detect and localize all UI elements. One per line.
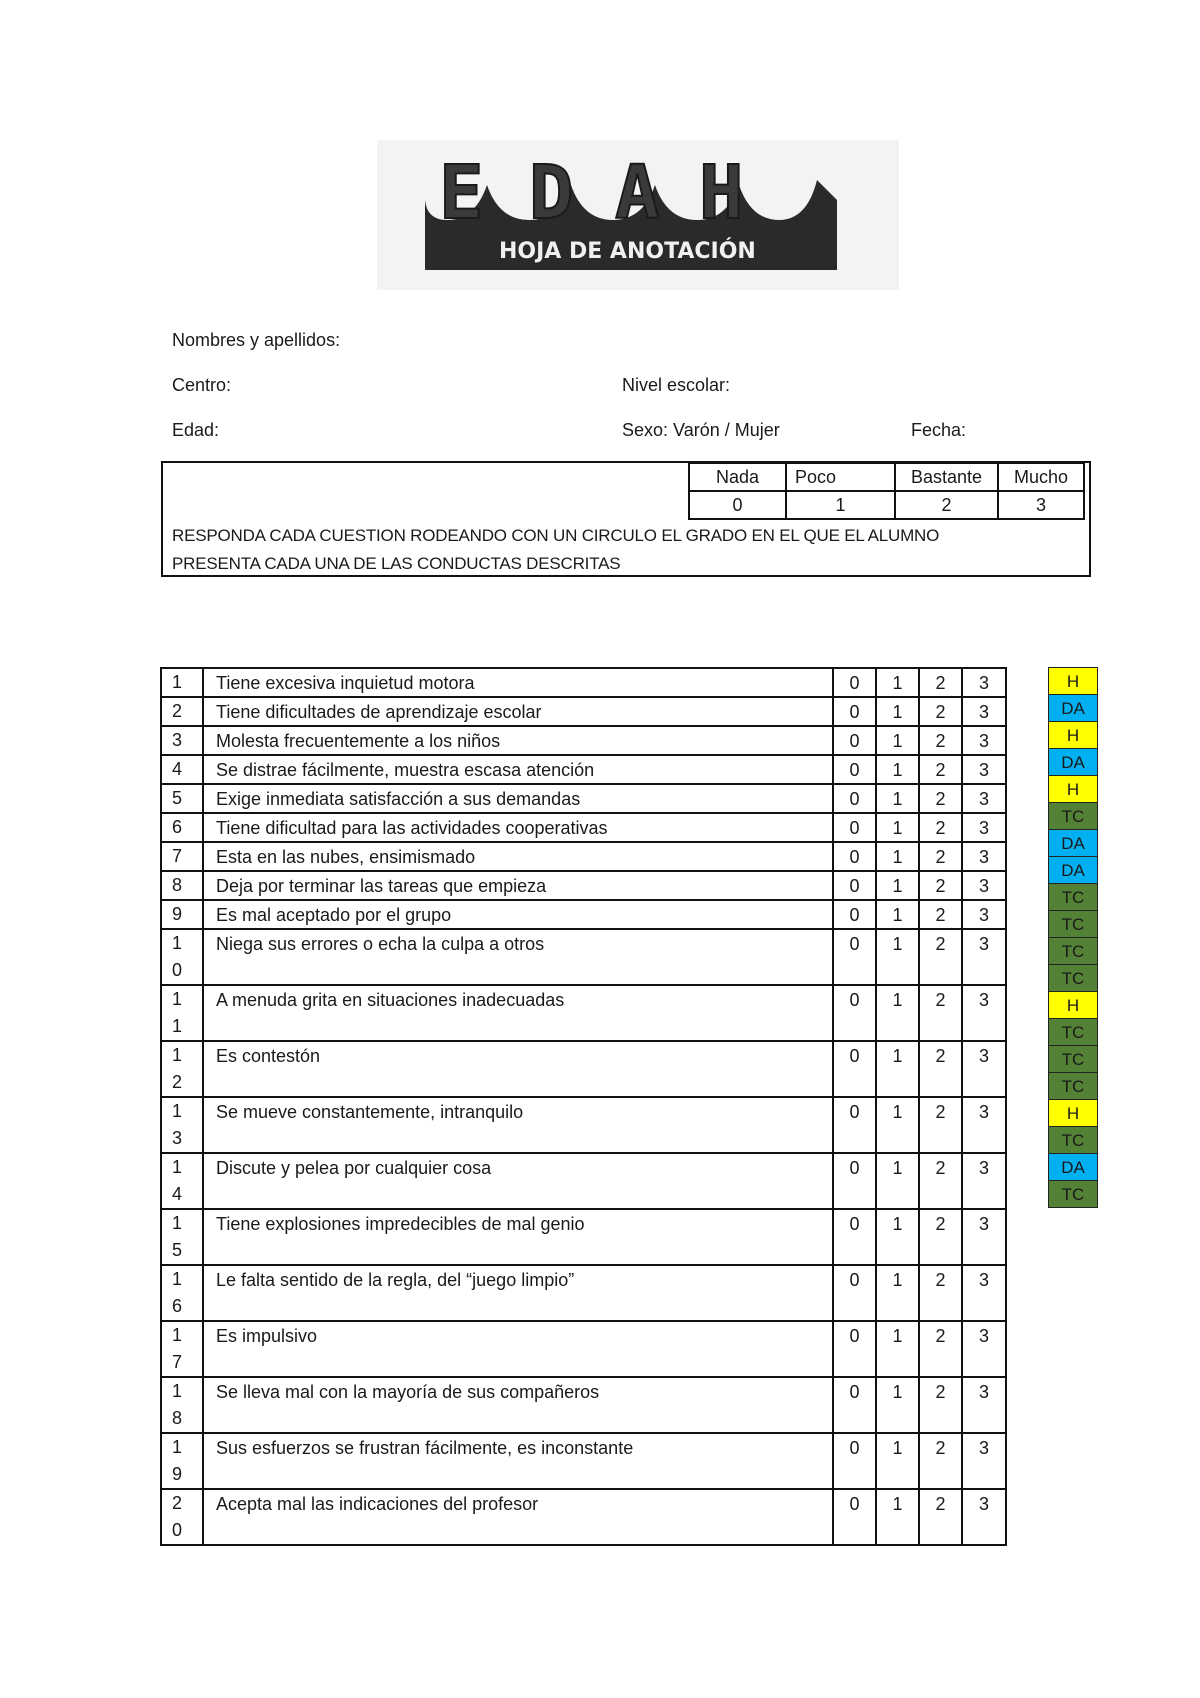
item-number: [161, 900, 203, 929]
rating-option-2[interactable]: 2: [919, 1041, 962, 1097]
table-row: [161, 784, 1006, 813]
category-code: TC: [1048, 802, 1098, 830]
rating-option-1[interactable]: 1: [876, 900, 919, 929]
item-number-digit: 0: [172, 1520, 183, 1540]
rating-option-1[interactable]: 1: [876, 1377, 919, 1433]
center-field-label: Centro:: [172, 375, 232, 395]
rating-option-2[interactable]: 2: [919, 985, 962, 1041]
rating-option-1[interactable]: 1: [876, 1489, 919, 1545]
item-text: Se distrae fácilmente, muestra escasa atención: [203, 755, 833, 784]
category-code: TC: [1048, 910, 1098, 938]
item-number: [161, 784, 203, 813]
item-number-digit: 9: [172, 904, 183, 924]
table-row: [161, 871, 1006, 900]
rating-option-0[interactable]: 0: [833, 697, 876, 726]
edah-logo-graphic: [377, 140, 899, 290]
rating-option-2[interactable]: 2: [919, 1433, 962, 1489]
scale-value-3: 3: [998, 491, 1084, 519]
item-text: A menuda grita en situaciones inadecuadas: [203, 985, 833, 1041]
rating-option-2[interactable]: 2: [919, 1153, 962, 1209]
rating-option-1[interactable]: 1: [876, 668, 919, 697]
rating-option-1[interactable]: 1: [876, 1153, 919, 1209]
level-field-label: Nivel escolar:: [622, 375, 731, 395]
category-codes: [1048, 668, 1098, 1208]
table-row: [161, 697, 1006, 726]
item-text: Tiene dificultad para las actividades cooperativas: [203, 813, 833, 842]
item-text: Se mueve constantemente, intranquilo: [203, 1097, 833, 1153]
rating-option-2[interactable]: 2: [919, 1377, 962, 1433]
item-number-digit: 1: [172, 1381, 183, 1401]
item-number-digit: 5: [172, 1240, 183, 1260]
name-field-label: Nombres y apellidos:: [172, 330, 341, 350]
item-number: [161, 1041, 203, 1097]
rating-option-3[interactable]: 3: [962, 929, 1006, 985]
item-number-digit: 7: [172, 1352, 183, 1372]
table-row: [161, 1433, 1006, 1489]
scale-label-mucho: Mucho: [998, 463, 1084, 491]
rating-option-2[interactable]: 2: [919, 929, 962, 985]
sex-field-label: Sexo: Varón / Mujer: [622, 420, 780, 440]
rating-option-0[interactable]: 0: [833, 1153, 876, 1209]
item-number: [161, 929, 203, 985]
item-number: [161, 1489, 203, 1545]
logo-letter-d: D: [529, 150, 574, 236]
table-row: [161, 1321, 1006, 1377]
table-row: [161, 985, 1006, 1041]
rating-option-0[interactable]: 0: [833, 985, 876, 1041]
item-number: [161, 842, 203, 871]
rating-option-2[interactable]: 2: [919, 784, 962, 813]
table-row: [161, 1489, 1006, 1545]
item-number-digit: 3: [172, 1128, 183, 1148]
table-row: [161, 842, 1006, 871]
item-text: Acepta mal las indicaciones del profesor: [203, 1489, 833, 1545]
category-code: H: [1048, 1099, 1098, 1127]
item-number-digit: 2: [172, 701, 183, 721]
scale-value-2: 2: [895, 491, 998, 519]
scale-value-1: 1: [786, 491, 895, 519]
category-code: H: [1048, 991, 1098, 1019]
table-row: [161, 929, 1006, 985]
rating-option-3[interactable]: 3: [962, 1041, 1006, 1097]
item-number: [161, 1153, 203, 1209]
rating-option-3[interactable]: 3: [962, 755, 1006, 784]
category-code: DA: [1048, 829, 1098, 857]
item-number: [161, 1097, 203, 1153]
item-number-digit: 3: [172, 730, 183, 750]
rating-option-3[interactable]: 3: [962, 697, 1006, 726]
item-number: [161, 985, 203, 1041]
table-row: [161, 1153, 1006, 1209]
rating-option-3[interactable]: 3: [962, 871, 1006, 900]
logo-letter-h: H: [699, 150, 744, 236]
scale-label-poco: Poco: [786, 463, 895, 491]
scale-label-bastante: Bastante: [895, 463, 998, 491]
rating-option-3[interactable]: 3: [962, 784, 1006, 813]
rating-option-0[interactable]: 0: [833, 1209, 876, 1265]
item-number: [161, 1209, 203, 1265]
item-text: Niega sus errores o echa la culpa a otros: [203, 929, 833, 985]
table-row: [161, 755, 1006, 784]
item-number-digit: 1: [172, 1157, 183, 1177]
rating-option-1[interactable]: 1: [876, 985, 919, 1041]
rating-option-0[interactable]: 0: [833, 784, 876, 813]
rating-option-1[interactable]: 1: [876, 1433, 919, 1489]
scale-value-0: 0: [689, 491, 786, 519]
rating-option-2[interactable]: 2: [919, 668, 962, 697]
rating-option-3[interactable]: 3: [962, 726, 1006, 755]
category-code: DA: [1048, 1153, 1098, 1181]
table-row: [161, 1097, 1006, 1153]
rating-option-3[interactable]: 3: [962, 1321, 1006, 1377]
item-number: [161, 1433, 203, 1489]
item-number-digit: 4: [172, 1184, 183, 1204]
rating-option-1[interactable]: 1: [876, 1321, 919, 1377]
rating-option-0[interactable]: 0: [833, 1489, 876, 1545]
rating-option-2[interactable]: 2: [919, 726, 962, 755]
category-code: TC: [1048, 1126, 1098, 1154]
item-number: [161, 1265, 203, 1321]
rating-option-2[interactable]: 2: [919, 1209, 962, 1265]
item-number-digit: 7: [172, 846, 183, 866]
rating-option-1[interactable]: 1: [876, 784, 919, 813]
rating-option-1[interactable]: 1: [876, 1097, 919, 1153]
rating-option-1[interactable]: 1: [876, 1209, 919, 1265]
rating-option-0[interactable]: 0: [833, 900, 876, 929]
rating-option-3[interactable]: 3: [962, 1377, 1006, 1433]
item-number: [161, 697, 203, 726]
table-row: [161, 1377, 1006, 1433]
items-table: [160, 667, 1007, 1546]
logo-letter-a: A: [615, 150, 660, 236]
item-text: Tiene dificultades de aprendizaje escolar: [203, 697, 833, 726]
rating-option-0[interactable]: 0: [833, 813, 876, 842]
rating-option-3[interactable]: 3: [962, 1265, 1006, 1321]
rating-option-1[interactable]: 1: [876, 755, 919, 784]
rating-option-2[interactable]: 2: [919, 1265, 962, 1321]
rating-option-1[interactable]: 1: [876, 813, 919, 842]
category-code: TC: [1048, 1045, 1098, 1073]
category-code: TC: [1048, 883, 1098, 911]
rating-option-0[interactable]: 0: [833, 1433, 876, 1489]
rating-option-2[interactable]: 2: [919, 1097, 962, 1153]
table-row: [161, 813, 1006, 842]
rating-option-0[interactable]: 0: [833, 929, 876, 985]
rating-option-3[interactable]: 3: [962, 1153, 1006, 1209]
category-code: TC: [1048, 1018, 1098, 1046]
logo-letter-e: E: [439, 150, 484, 236]
item-number-digit: 5: [172, 788, 183, 808]
category-code: DA: [1048, 856, 1098, 884]
item-text: Molesta frecuentemente a los niños: [203, 726, 833, 755]
instructions: [172, 522, 1072, 578]
table-row: [161, 1209, 1006, 1265]
rating-option-0[interactable]: 0: [833, 1265, 876, 1321]
rating-option-0[interactable]: 0: [833, 842, 876, 871]
category-code: H: [1048, 667, 1098, 695]
rating-option-2[interactable]: 2: [919, 871, 962, 900]
rating-option-3[interactable]: 3: [962, 813, 1006, 842]
table-row: [161, 1041, 1006, 1097]
rating-option-2[interactable]: 2: [919, 1321, 962, 1377]
item-number: [161, 1321, 203, 1377]
item-number-digit: 8: [172, 1408, 183, 1428]
item-number-digit: 1: [172, 1437, 183, 1457]
item-number-digit: 1: [172, 1269, 183, 1289]
item-number: [161, 1377, 203, 1433]
item-text: Tiene excesiva inquietud motora: [203, 668, 833, 697]
rating-option-1[interactable]: 1: [876, 871, 919, 900]
rating-option-3[interactable]: 3: [962, 668, 1006, 697]
item-text: Deja por terminar las tareas que empieza: [203, 871, 833, 900]
item-number-digit: 6: [172, 817, 183, 837]
table-row: [161, 1265, 1006, 1321]
category-code: H: [1048, 721, 1098, 749]
rating-option-3[interactable]: 3: [962, 1433, 1006, 1489]
category-code: TC: [1048, 964, 1098, 992]
category-code: TC: [1048, 1180, 1098, 1208]
rating-option-2[interactable]: 2: [919, 697, 962, 726]
rating-option-0[interactable]: 0: [833, 726, 876, 755]
rating-option-0[interactable]: 0: [833, 871, 876, 900]
instructions-line-1: RESPONDA CADA CUESTION RODEANDO CON UN CIRCULO EL GRADO EN EL QUE EL ALUMNO: [172, 526, 940, 545]
instructions-line-2: PRESENTA CADA UNA DE LAS CONDUCTAS DESCRITAS: [172, 554, 621, 573]
rating-option-2[interactable]: 2: [919, 813, 962, 842]
item-number-digit: 1: [172, 1325, 183, 1345]
item-text: Discute y pelea por cualquier cosa: [203, 1153, 833, 1209]
rating-option-2[interactable]: 2: [919, 1489, 962, 1545]
item-number-digit: 1: [172, 989, 183, 1009]
item-number-digit: 2: [172, 1072, 183, 1092]
item-text: Esta en las nubes, ensimismado: [203, 842, 833, 871]
date-field-label: Fecha:: [911, 420, 967, 440]
rating-option-0[interactable]: 0: [833, 1097, 876, 1153]
rating-option-3[interactable]: 3: [962, 1097, 1006, 1153]
item-text: Exige inmediata satisfacción a sus demandas: [203, 784, 833, 813]
item-number-digit: 0: [172, 960, 183, 980]
rating-option-0[interactable]: 0: [833, 755, 876, 784]
item-number-digit: 1: [172, 672, 183, 692]
item-number: [161, 755, 203, 784]
logo-subtitle: HOJA DE ANOTACIÓN: [499, 239, 756, 264]
scale-label-nada: Nada: [689, 463, 786, 491]
item-text: Tiene explosiones impredecibles de mal genio: [203, 1209, 833, 1265]
rating-option-1[interactable]: 1: [876, 929, 919, 985]
item-number-digit: 2: [172, 1493, 183, 1513]
item-number-digit: 1: [172, 1101, 183, 1121]
rating-option-0[interactable]: 0: [833, 1321, 876, 1377]
rating-option-1[interactable]: 1: [876, 842, 919, 871]
item-text: Es mal aceptado por el grupo: [203, 900, 833, 929]
table-row: [161, 668, 1006, 697]
rating-option-3[interactable]: 3: [962, 900, 1006, 929]
rating-option-1[interactable]: 1: [876, 1041, 919, 1097]
item-text: Le falta sentido de la regla, del “juego limpio”: [203, 1265, 833, 1321]
category-code: TC: [1048, 1072, 1098, 1100]
item-number-digit: 8: [172, 875, 183, 895]
item-number-digit: 6: [172, 1296, 183, 1316]
rating-scale: [688, 462, 1085, 520]
category-code: H: [1048, 775, 1098, 803]
item-text: Es impulsivo: [203, 1321, 833, 1377]
item-number-digit: 1: [172, 1213, 183, 1233]
item-number: [161, 668, 203, 697]
item-number-digit: 1: [172, 1045, 183, 1065]
item-number: [161, 726, 203, 755]
age-field-label: Edad:: [172, 420, 220, 440]
item-text: Se lleva mal con la mayoría de sus compañeros: [203, 1377, 833, 1433]
item-text: Sus esfuerzos se frustran fácilmente, es inconstante: [203, 1433, 833, 1489]
item-number-digit: 4: [172, 759, 183, 779]
rating-option-2[interactable]: 2: [919, 755, 962, 784]
item-number-digit: 9: [172, 1464, 183, 1484]
item-text: Es contestón: [203, 1041, 833, 1097]
item-number-digit: 1: [172, 933, 183, 953]
category-code: DA: [1048, 694, 1098, 722]
edah-logo: [377, 140, 899, 290]
item-number-digit: 1: [172, 1016, 183, 1036]
rating-option-1[interactable]: 1: [876, 726, 919, 755]
rating-option-1[interactable]: 1: [876, 697, 919, 726]
rating-option-1[interactable]: 1: [876, 1265, 919, 1321]
rating-option-3[interactable]: 3: [962, 1489, 1006, 1545]
item-number: [161, 871, 203, 900]
table-row: [161, 900, 1006, 929]
rating-option-3[interactable]: 3: [962, 985, 1006, 1041]
rating-option-0[interactable]: 0: [833, 1377, 876, 1433]
rating-option-3[interactable]: 3: [962, 1209, 1006, 1265]
item-number: [161, 813, 203, 842]
category-code: TC: [1048, 937, 1098, 965]
category-code: DA: [1048, 748, 1098, 776]
rating-option-2[interactable]: 2: [919, 842, 962, 871]
rating-option-3[interactable]: 3: [962, 842, 1006, 871]
table-row: [161, 726, 1006, 755]
rating-option-0[interactable]: 0: [833, 1041, 876, 1097]
rating-option-2[interactable]: 2: [919, 900, 962, 929]
rating-option-0[interactable]: 0: [833, 668, 876, 697]
